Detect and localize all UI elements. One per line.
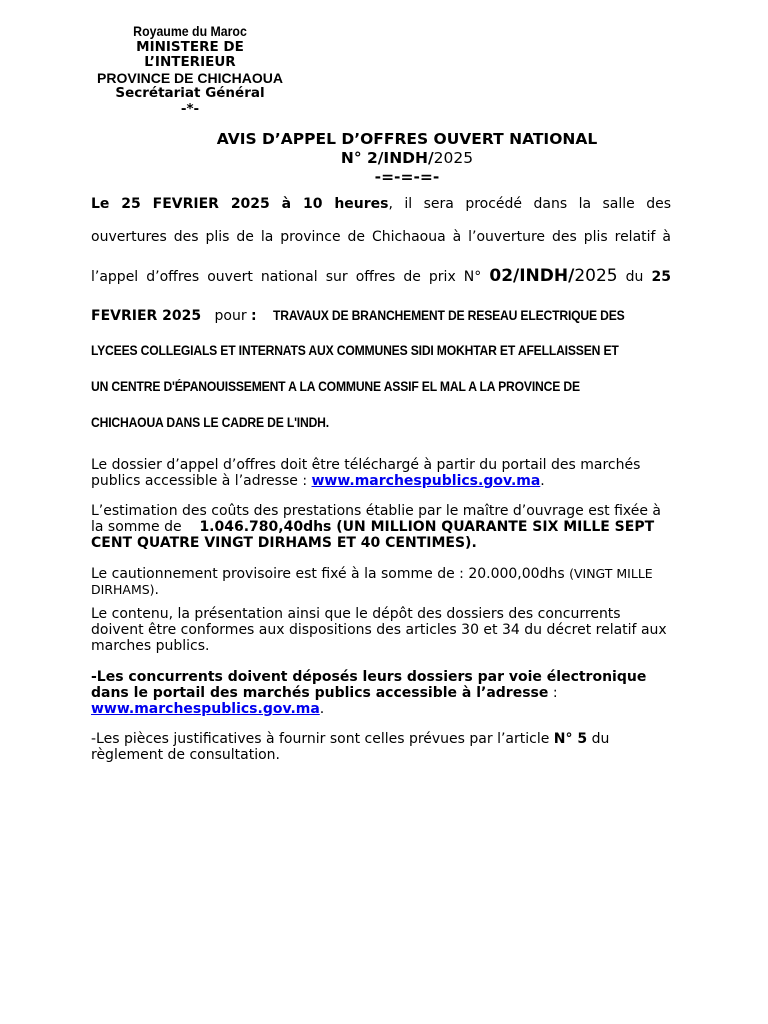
object-line4: CHICHAOUA DANS LE CADRE DE L'INDH.	[91, 415, 329, 430]
opening-day: 25	[651, 269, 671, 285]
opening-ref-number: 02/INDH/	[489, 266, 575, 286]
submission-text: -Les concurrents doivent déposés leurs dossiers par voie électronique dans le portail des marchés publics accessible à l’adresse	[91, 669, 647, 701]
ministry-header	[90, 24, 290, 117]
estimate-amount: 1.046.780,40dhs (UN MILLION QUARANTE SIX MILLE SEPT CENT QUATRE VINGT DIRHAMS ET 40 CENTIMES).	[91, 519, 655, 551]
documents-paragraph	[91, 731, 676, 763]
opening-ref-year: 2025	[574, 266, 618, 286]
bond-end: .	[154, 582, 159, 598]
portal-link[interactable]: www.marchespublics.gov.ma	[311, 473, 541, 489]
opening-colon: :	[251, 308, 257, 324]
submission-colon: :	[548, 685, 558, 701]
opening-date: Le 25 FEVRIER 2025 à 10 heures	[91, 196, 389, 212]
notice-title	[120, 130, 694, 187]
tender-number-bold: N° 2/INDH/	[340, 149, 434, 167]
submission-portal-link[interactable]: www.marchespublics.gov.ma	[91, 701, 320, 717]
title-separator: -=-=-=-	[374, 168, 440, 186]
documents-text: -Les pièces justificatives à fournir sont celles prévues par l’article	[91, 731, 554, 747]
object-line2: LYCEES COLLEGIALS ET INTERNATS AUX COMMUNES SIDI MOKHTAR ET AFELLAISSEN ET	[91, 343, 619, 358]
submission-paragraph	[91, 669, 676, 717]
submission-end: .	[319, 701, 325, 717]
estimate-text: L’estimation des coûts des prestations établie par le maître d’ouvrage est fixée à la somme de	[91, 503, 662, 535]
dossier-text: Le dossier d’appel d’offres doit être téléchargé à partir du portail des marchés publics accessible à l’adresse :	[91, 457, 641, 489]
title-line: AVIS D’APPEL D’OFFRES OUVERT NATIONAL	[216, 130, 598, 148]
opening-month-year: FEVRIER 2025	[91, 308, 202, 324]
dossier-paragraph	[91, 457, 676, 489]
bond-text: Le cautionnement provisoire est fixé à la somme de : 20.000,00dhs	[91, 566, 570, 582]
opening-du: du	[625, 269, 644, 285]
object-line1: TRAVAUX DE BRANCHEMENT DE RESEAU ELECTRIQUE DES	[273, 308, 625, 323]
dossier-end: .	[540, 473, 545, 489]
documents-article: N° 5	[553, 731, 588, 747]
bond-words: (VINGT MILLE DIRHAMS)	[91, 566, 653, 597]
opening-line3: l’appel d’offres ouvert national sur offres de prix N°	[91, 269, 482, 285]
ministry-line1: MINISTERE DE	[136, 38, 244, 55]
secretariat-label: Secrétariat Général	[115, 85, 265, 101]
object-line3: UN CENTRE D'ÉPANOUISSEMENT A LA COMMUNE ASSIF EL MAL A LA PROVINCE DE	[91, 379, 580, 394]
opening-pour: pour	[214, 308, 247, 324]
tender-number	[120, 149, 694, 168]
header-separator: -*-	[180, 100, 200, 117]
bond-paragraph	[91, 566, 676, 598]
content-paragraph: Le contenu, la présentation ainsi que le dépôt des dossiers des concurrents doivent être conformes aux dispositions des articles 30 et 34 du décret relatif aux marches publics.	[91, 606, 667, 654]
kingdom-label: Royaume du Maroc	[133, 23, 247, 39]
ministry-line2: L’INTERIEUR	[144, 54, 236, 70]
estimate-paragraph	[91, 503, 676, 551]
tender-year: 2025	[433, 149, 474, 167]
province-label: PROVINCE DE CHICHAOUA	[97, 69, 283, 86]
documents-end: du règlement de consultation.	[91, 731, 610, 763]
opening-line2: ouvertures des plis de la province de Chichaoua à l’ouverture des plis relatif à	[91, 229, 671, 245]
opening-text: , il sera procédé dans la salle des	[388, 196, 671, 212]
